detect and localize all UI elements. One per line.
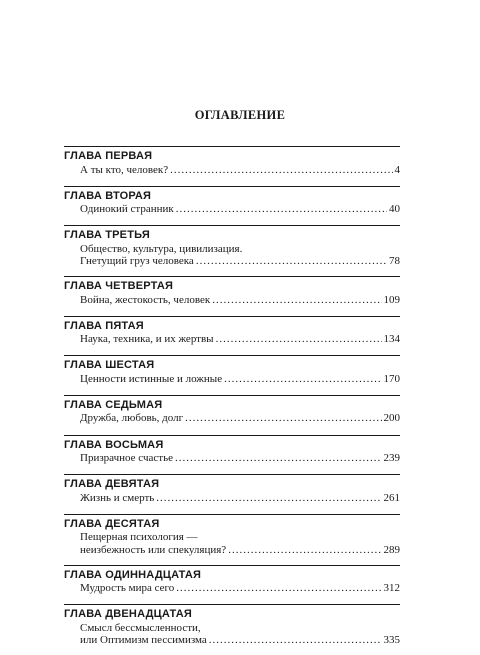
entry-title: Наука, техника, и их жертвы bbox=[80, 333, 214, 346]
entry-title: Одинокий странник bbox=[80, 203, 174, 216]
chapter-heading: ГЛАВА ЧЕТВЕРТАЯ bbox=[64, 280, 174, 293]
toc-chapter-1 bbox=[64, 146, 400, 186]
dot-leader bbox=[228, 544, 381, 557]
dot-leader bbox=[176, 203, 387, 216]
toc-entry[interactable] bbox=[64, 582, 400, 595]
table-of-contents bbox=[64, 146, 400, 655]
chapter-heading: ГЛАВА ВТОРАЯ bbox=[64, 189, 152, 202]
toc-chapter-7 bbox=[64, 395, 400, 435]
toc-chapter-4 bbox=[64, 276, 400, 316]
toc-chapter-11 bbox=[64, 565, 400, 605]
toc-entry[interactable] bbox=[64, 634, 400, 647]
page-number: 335 bbox=[383, 634, 400, 647]
page-number: 170 bbox=[383, 372, 400, 385]
entry-title: Жизнь и смерть bbox=[80, 491, 155, 504]
dot-leader bbox=[170, 164, 392, 177]
toc-chapter-6 bbox=[64, 355, 400, 395]
chapter-heading: ГЛАВА ДЕВЯТАЯ bbox=[64, 478, 160, 491]
entry-title: или Оптимизм пессимизма bbox=[80, 634, 207, 647]
entry-title: Ценности истинные и ложные bbox=[80, 372, 223, 385]
page-number: 200 bbox=[383, 412, 400, 425]
toc-entry[interactable] bbox=[64, 544, 400, 557]
page-number: 4 bbox=[394, 163, 400, 176]
entry-title: Мудрость мира сего bbox=[80, 582, 175, 595]
entry-title-line: Смысл бессмысленности, bbox=[80, 621, 201, 634]
toc-entry[interactable] bbox=[64, 412, 400, 425]
toc-entry[interactable] bbox=[64, 203, 400, 216]
toc-entry[interactable] bbox=[64, 164, 400, 177]
entry-title: Гнетущий груз человека bbox=[80, 255, 194, 268]
toc-entry[interactable] bbox=[64, 255, 400, 268]
page-number: 134 bbox=[383, 333, 400, 346]
entry-title: А ты кто, человек? bbox=[80, 163, 169, 176]
dot-leader bbox=[175, 452, 382, 465]
chapter-heading: ГЛАВА ТРЕТЬЯ bbox=[64, 229, 150, 242]
page-number: 78 bbox=[389, 255, 400, 268]
page-number: 239 bbox=[383, 452, 400, 465]
toc-entry[interactable] bbox=[64, 294, 400, 307]
dot-leader bbox=[156, 492, 381, 505]
page-number: 261 bbox=[383, 491, 400, 504]
dot-leader bbox=[176, 582, 381, 595]
toc-chapter-10 bbox=[64, 514, 400, 565]
entry-title: Война, жестокость, человек bbox=[80, 293, 211, 306]
toc-chapter-12 bbox=[64, 604, 400, 655]
chapter-heading: ГЛАВА ШЕСТАЯ bbox=[64, 359, 155, 372]
toc-chapter-2 bbox=[64, 186, 400, 226]
dot-leader bbox=[212, 294, 381, 307]
toc-chapter-3 bbox=[64, 225, 400, 276]
entry-title: Дружба, любовь, долг bbox=[80, 412, 184, 425]
chapter-heading: ГЛАВА ПЕРВАЯ bbox=[64, 150, 153, 162]
toc-chapter-8 bbox=[64, 435, 400, 475]
page-number: 109 bbox=[383, 293, 400, 306]
chapter-heading: ГЛАВА ВОСЬМАЯ bbox=[64, 438, 164, 451]
toc-chapter-9 bbox=[64, 474, 400, 514]
entry-title-line: Пещерная психология — bbox=[80, 531, 198, 544]
entry-title: неизбежность или спекуляция? bbox=[80, 543, 227, 556]
chapter-heading: ГЛАВА ДВЕНАДЦАТАЯ bbox=[64, 608, 192, 621]
dot-leader bbox=[224, 373, 381, 386]
toc-chapter-5 bbox=[64, 316, 400, 356]
dot-leader bbox=[185, 412, 381, 425]
page-number: 40 bbox=[389, 203, 400, 216]
dot-leader bbox=[209, 634, 382, 647]
toc-entry[interactable] bbox=[64, 333, 400, 346]
page-number: 312 bbox=[383, 582, 400, 595]
entry-title: Призрачное счастье bbox=[80, 452, 173, 465]
chapter-heading: ГЛАВА ПЯТАЯ bbox=[64, 319, 144, 332]
chapter-heading: ГЛАВА СЕДЬМАЯ bbox=[64, 398, 163, 411]
dot-leader bbox=[216, 333, 382, 346]
entry-title-line: Общество, культура, цивилизация. bbox=[80, 242, 243, 255]
page-number: 289 bbox=[383, 543, 400, 556]
chapter-heading: ГЛАВА ОДИННАДЦАТАЯ bbox=[64, 568, 202, 581]
toc-entry[interactable] bbox=[64, 373, 400, 386]
toc-entry[interactable] bbox=[64, 452, 400, 465]
toc-entry[interactable] bbox=[64, 492, 400, 505]
chapter-heading: ГЛАВА ДЕСЯТАЯ bbox=[64, 517, 160, 530]
toc-title: ОГЛАВЛЕНИЕ bbox=[194, 108, 286, 122]
dot-leader bbox=[196, 255, 387, 268]
